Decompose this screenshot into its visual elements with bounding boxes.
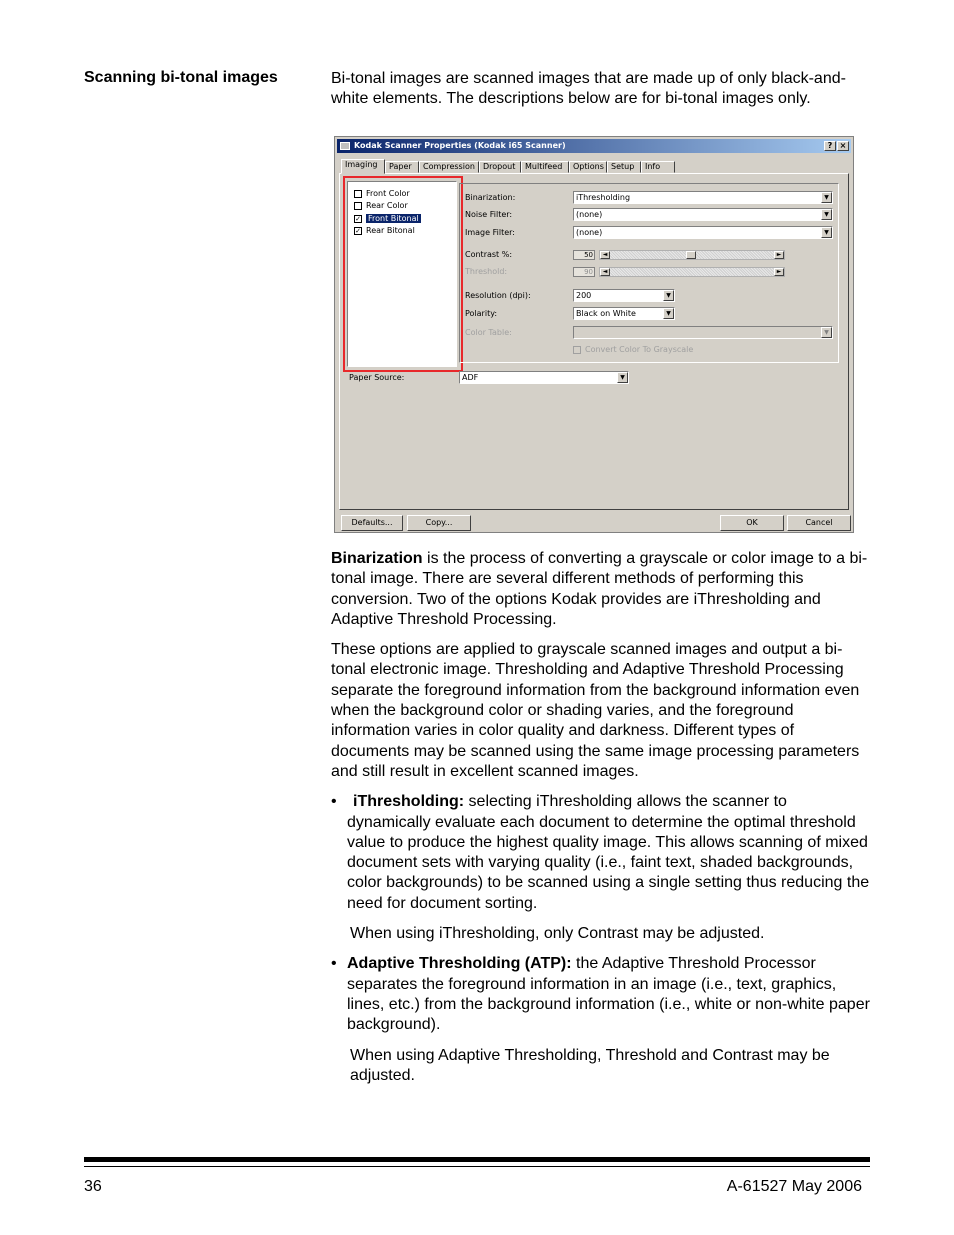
footer-rule-thin xyxy=(84,1166,870,1167)
list-item-label: Rear Color xyxy=(366,201,408,210)
tab-paper[interactable]: Paper xyxy=(385,161,419,173)
contrast-slider[interactable] xyxy=(599,250,785,260)
list-item-label: Front Color xyxy=(366,189,410,198)
noise-filter-value: (none) xyxy=(576,210,603,219)
dialog-titlebar xyxy=(337,139,851,153)
cancel-button[interactable]: Cancel xyxy=(787,515,851,531)
tab-dropout[interactable]: Dropout xyxy=(479,161,521,173)
help-button[interactable]: ? xyxy=(824,141,836,151)
paper-source-select[interactable] xyxy=(459,371,629,384)
highlight-box xyxy=(343,176,463,372)
intro-paragraph xyxy=(331,69,871,110)
paper-source-label: Paper Source: xyxy=(349,373,405,382)
polarity-value: Black on White xyxy=(576,309,636,318)
noise-filter-label: Noise Filter: xyxy=(465,210,513,219)
footer-rule xyxy=(84,1157,870,1162)
tab-info[interactable]: Info xyxy=(641,161,675,173)
polarity-label: Polarity: xyxy=(465,309,498,318)
checkbox-front-bitonal[interactable]: ✓ xyxy=(355,214,361,223)
ithresholding-note: When using iThresholding, only Contrast may be adjusted. xyxy=(350,925,765,943)
bullet-term: Adaptive Thresholding (ATP): xyxy=(347,955,572,973)
binarization-paragraph xyxy=(331,549,871,630)
dialog-title: Kodak Scanner Properties (Kodak i65 Scanner) xyxy=(354,141,566,150)
bullet-term: iThresholding: xyxy=(353,793,465,811)
tab-options[interactable]: Options xyxy=(569,161,607,173)
tab-imaging[interactable]: Imaging xyxy=(341,159,385,174)
bullet-icon: • xyxy=(331,793,337,811)
binarization-select[interactable] xyxy=(573,191,833,204)
image-filter-select[interactable] xyxy=(573,226,833,239)
close-button[interactable]: × xyxy=(837,141,849,151)
image-filter-label: Image Filter: xyxy=(465,228,515,237)
bullet-icon: • xyxy=(331,955,337,973)
resolution-select[interactable] xyxy=(573,289,675,302)
binarization-value: iThresholding xyxy=(576,193,631,202)
resolution-label: Resolution (dpi): xyxy=(465,291,531,300)
chevron-down-icon: ▼ xyxy=(821,209,832,220)
color-table-label: Color Table: xyxy=(465,328,512,337)
binarization-term: Binarization xyxy=(331,550,423,567)
chevron-down-icon: ▼ xyxy=(663,308,674,319)
page-number: 36 xyxy=(84,1178,102,1195)
body-text xyxy=(331,549,871,1086)
list-item xyxy=(331,792,871,914)
chevron-down-icon: ▼ xyxy=(821,192,832,203)
contrast-value[interactable]: 50 xyxy=(573,250,595,260)
app-icon xyxy=(340,142,350,150)
noise-filter-select[interactable] xyxy=(573,208,833,221)
convert-grayscale-label: Convert Color To Grayscale xyxy=(585,345,694,354)
ok-button[interactable]: OK xyxy=(720,515,784,531)
chevron-down-icon: ▼ xyxy=(663,290,674,301)
options-paragraph: These options are applied to grayscale scanned images and output a bi-tonal electronic image. Thresholding and Adaptive Threshold Processing separate the foreground information from the background information even when the background color or shading varies, and the foreground information varies in color quality and darkness. Different types of documents may be scanned using the same image processing parameters and still result in excellent scanned images. xyxy=(331,641,860,780)
threshold-label: Threshold: xyxy=(465,267,508,276)
color-table-select xyxy=(573,326,833,339)
paper-source-value: ADF xyxy=(462,373,479,382)
arrow-right-icon: ► xyxy=(774,268,784,276)
chevron-down-icon: ▼ xyxy=(617,372,628,383)
section-heading: Scanning bi-tonal images xyxy=(84,69,278,86)
binarization-label: Binarization: xyxy=(465,193,516,202)
threshold-slider xyxy=(599,267,785,277)
arrow-left-icon[interactable]: ◄ xyxy=(600,251,610,259)
tab-compression[interactable]: Compression xyxy=(419,161,479,173)
contrast-slider-thumb[interactable] xyxy=(686,251,696,259)
contrast-label: Contrast %: xyxy=(465,250,513,259)
binarization-text: is the process of converting a grayscale or color image to a bi-tonal image. There are several different methods of performing this conversion. Two of the options Kodak provides are iThresholding and Adaptive Threshold Processing. xyxy=(331,550,868,628)
tab-multifeed[interactable]: Multifeed xyxy=(521,161,569,173)
arrow-left-icon: ◄ xyxy=(600,268,610,276)
polarity-select[interactable] xyxy=(573,307,675,320)
intro-text: Bi-tonal images are scanned images that are made up of only black-and-white elements. The descriptions below are for bi-tonal images only. xyxy=(331,70,846,108)
checkbox-icon xyxy=(573,346,581,354)
defaults-button[interactable]: Defaults... xyxy=(341,515,403,531)
chevron-down-icon: ▼ xyxy=(821,227,832,238)
image-filter-value: (none) xyxy=(576,228,603,237)
threshold-value: 90 xyxy=(573,267,595,277)
tab-setup[interactable]: Setup xyxy=(607,161,641,173)
list-item xyxy=(331,954,871,1035)
list-item-label: Front Bitonal xyxy=(368,214,419,223)
checkbox-rear-bitonal[interactable]: ✓ xyxy=(355,226,361,235)
list-item-label: Rear Bitonal xyxy=(366,226,415,235)
resolution-value: 200 xyxy=(576,291,592,300)
bullet-text: selecting iThresholding allows the scanner to dynamically evaluate each document to determine the optimal threshold value to produce the highest quality image. This allows scanning of mixed document sets with varying quality (i.e., faint text, shaded backgrounds, color backgrounds) to be scanned using a single setting thus reducing the need for document sorting. xyxy=(347,793,870,912)
convert-grayscale-checkbox xyxy=(573,345,693,354)
chevron-down-icon: ▼ xyxy=(821,327,832,338)
scanner-properties-dialog xyxy=(334,136,854,533)
document-id: A-61527 May 2006 xyxy=(726,1178,862,1195)
copy-button[interactable]: Copy... xyxy=(407,515,471,531)
arrow-right-icon[interactable]: ► xyxy=(774,251,784,259)
atp-note: When using Adaptive Thresholding, Threshold and Contrast may be adjusted. xyxy=(350,1046,830,1084)
bullet-text: the Adaptive Threshold Processor separates the foreground information in an image (i.e., text, graphics, lines, etc.) from the background information (i.e., white or non-white paper background). xyxy=(347,955,870,1034)
